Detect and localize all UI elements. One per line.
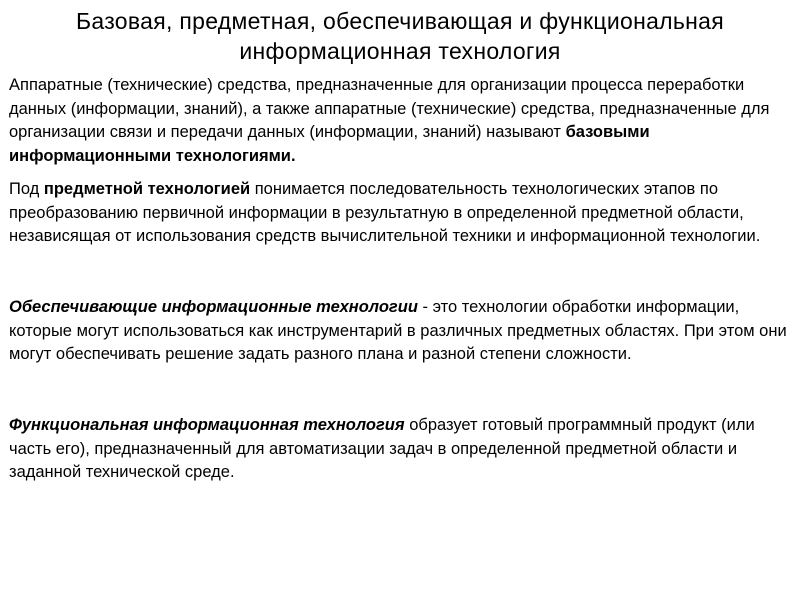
term-subject-technology: предметной технологией — [43, 180, 251, 198]
term-basic-technologies: базовыми информационными технологиями. — [9, 123, 650, 165]
paragraph-text: Аппаратные (технические) средства, предназначенные для организации процесса переработки данных (информации, знаний), а также аппаратные (технические) средства, предназначенные для организации связи и передачи данных (информации, знаний) называют — [9, 76, 770, 141]
paragraph-text: образует готовый программный продукт (или часть его), предназначенный для автоматизации задач в определенной предметной области и заданной технической среде. — [9, 416, 755, 481]
term-supporting-technologies: Обеспечивающие информационные технологии — [9, 298, 418, 316]
paragraph-supporting-technologies — [9, 296, 794, 367]
paragraph-text: - это технологии обработки информации, которые могут использоваться как инструментарий в различных предметных областях. При этом они могут обеспечивать решение задать разного плана и разной степени сложности. — [9, 298, 787, 363]
paragraph-functional-technology — [9, 414, 794, 485]
paragraph-text: понимается последовательность технологических этапов по преобразованию первичной информации в результатную в определенной предметной области, независящая от использования средств вычислительной техники и информационной технологии. — [9, 180, 761, 245]
term-functional-technology: Функциональная информационная технология — [9, 416, 405, 434]
title-line-2: информационная технология — [239, 38, 561, 64]
paragraph-basic-technology — [9, 74, 794, 168]
slide-title — [10, 6, 790, 66]
title-line-1: Базовая, предметная, обеспечивающая и функциональная — [75, 8, 725, 34]
paragraph-subject-technology — [9, 178, 794, 249]
paragraph-lead: Под — [9, 180, 44, 198]
